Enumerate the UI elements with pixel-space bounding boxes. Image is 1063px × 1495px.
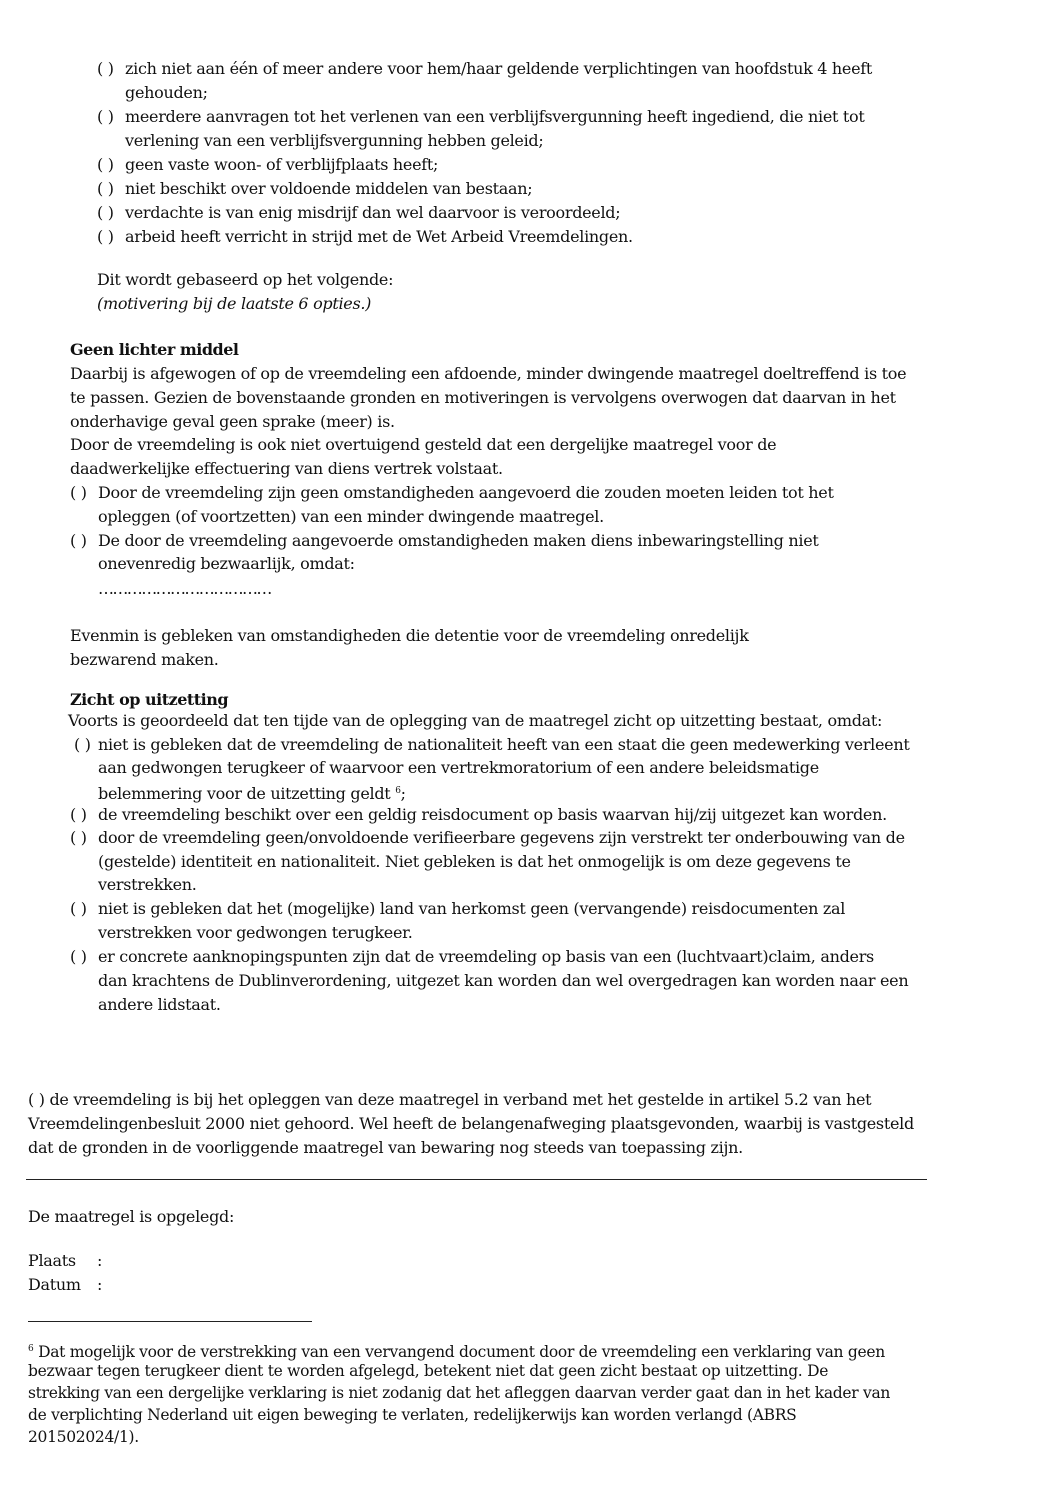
option-text: de vreemdeling beschikt over een geldig reisdocument op basis waarvan hij/zij uitgezet kan worden. bbox=[98, 805, 887, 824]
option-text: arbeid heeft verricht in strijd met de Wet Arbeid Vreemdelingen. bbox=[125, 227, 633, 246]
fill-in-dots[interactable]: ……………………………… bbox=[98, 579, 271, 598]
checkbox-option[interactable]: ( ) bbox=[97, 179, 114, 198]
option-text: opleggen (of voortzetten) van een minder dwingende maatregel. bbox=[98, 507, 604, 526]
option-text: aan gedwongen terugkeer of waarvoor een vertrekmoratorium of een andere beleidsmatige bbox=[98, 758, 819, 777]
option-text: verstrekken voor gedwongen terugkeer. bbox=[98, 923, 413, 942]
checkbox-option[interactable]: ( ) bbox=[70, 483, 87, 502]
option-text: verlening van een verblijfsvergunning hebben geleid; bbox=[125, 131, 544, 150]
checkbox-option[interactable]: ( ) bbox=[74, 735, 91, 754]
checkbox-option[interactable]: ( ) bbox=[97, 203, 114, 222]
option-text: gehouden; bbox=[125, 83, 208, 102]
checkbox-option[interactable]: ( ) bbox=[70, 805, 87, 824]
option-text: belemmering voor de uitzetting geldt $^6$; bbox=[98, 784, 406, 803]
checkbox-option[interactable]: ( ) bbox=[70, 531, 87, 550]
footnote-separator bbox=[28, 1321, 312, 1322]
paragraph-line: bezwarend maken. bbox=[70, 650, 219, 669]
footnote-line: 201502024/1). bbox=[28, 1428, 139, 1446]
option-text: door de vreemdeling geen/onvoldoende verifieerbare gegevens zijn verstrekt ter onderbouwing van de bbox=[98, 828, 905, 847]
place-field[interactable]: : bbox=[97, 1251, 103, 1270]
paragraph-line: Daarbij is afgewogen of op de vreemdeling een afdoende, minder dwingende maatregel doeltreffend is toe bbox=[70, 364, 907, 383]
option-text: dan krachtens de Dublinverordening, uitgezet kan worden dan wel overgedragen kan worden naar een bbox=[98, 971, 909, 990]
option-text: verdachte is van enig misdrijf dan wel daarvoor is veroordeeld; bbox=[125, 203, 621, 222]
hearing-line: dat de gronden in de voorliggende maatregel van bewaring nog steeds van toepassing zijn. bbox=[28, 1138, 743, 1157]
footnote-line: bezwaar tegen terugkeer dient te worden afgelegd, betekent niet dat geen zicht bestaat op uitzetting. De bbox=[28, 1362, 829, 1380]
checkbox-option[interactable]: ( ) bbox=[70, 899, 87, 918]
option-text: niet is gebleken dat de vreemdeling de nationaliteit heeft van een staat die geen medewerking verleent bbox=[98, 735, 910, 754]
section-heading: Geen lichter middel bbox=[70, 340, 239, 359]
option-text: niet beschikt over voldoende middelen van bestaan; bbox=[125, 179, 533, 198]
checkbox-option[interactable]: ( ) bbox=[70, 947, 87, 966]
section-divider bbox=[26, 1179, 927, 1180]
date-field[interactable]: : bbox=[97, 1275, 103, 1294]
paragraph-line: daadwerkelijke effectuering van diens vertrek volstaat. bbox=[70, 459, 503, 478]
checkbox-option[interactable]: ( ) bbox=[97, 59, 114, 78]
basis-text: Dit wordt gebaseerd op het volgende: bbox=[97, 270, 394, 289]
paragraph-line: onderhavige geval geen sprake (meer) is. bbox=[70, 412, 395, 431]
option-text: De door de vreemdeling aangevoerde omstandigheden maken diens inbewaringstelling niet bbox=[98, 531, 819, 550]
paragraph-line: Door de vreemdeling is ook niet overtuigend gesteld dat een dergelijke maatregel voor de bbox=[70, 435, 777, 454]
section-heading: Zicht op uitzetting bbox=[70, 690, 229, 709]
option-text: onevenredig bezwaarlijk, omdat: bbox=[98, 554, 355, 573]
footnote-ref: 6 bbox=[395, 786, 401, 796]
checkbox-option[interactable]: ( ) bbox=[70, 828, 87, 847]
footnote-line: de verplichting Nederland uit eigen beweging te verlaten, redelijkerwijs kan worden verlangd (ABRS bbox=[28, 1406, 797, 1424]
checkbox-option[interactable]: ( ) bbox=[97, 107, 114, 126]
option-text: zich niet aan één of meer andere voor hem/haar geldende verplichtingen van hoofdstuk 4 heeft bbox=[125, 59, 873, 78]
hearing-line: Vreemdelingenbesluit 2000 niet gehoord. Wel heeft de belangenafweging plaatsgevonden, waarbij is vastgesteld bbox=[28, 1114, 914, 1133]
hearing-line: ( ) de vreemdeling is bij het opleggen van deze maatregel in verband met het gestelde in artikel 5.2 van het bbox=[28, 1090, 872, 1109]
paragraph-line: te passen. Gezien de bovenstaande gronden en motiveringen is vervolgens overwogen dat daarvan in het bbox=[70, 388, 896, 407]
footnote-line: $^6$ Dat mogelijk voor de verstrekking van een vervangend document door de vreemdeling een verklaring van geen bbox=[28, 1343, 885, 1361]
option-text: er concrete aanknopingspunten zijn dat de vreemdeling op basis van een (luchtvaart)claim, anders bbox=[98, 947, 874, 966]
checkbox-option[interactable]: ( ) bbox=[97, 155, 114, 174]
motivation-text: (motivering bij de laatste 6 opties.) bbox=[97, 294, 372, 313]
section-intro: Voorts is geoordeeld dat ten tijde van de oplegging van de maatregel zicht op uitzetting bestaat, omdat: bbox=[68, 711, 883, 730]
option-text: meerdere aanvragen tot het verlenen van een verblijfsvergunning heeft ingediend, die niet tot bbox=[125, 107, 865, 126]
footnote-line: strekking van een dergelijke verklaring is niet zodanig dat het afleggen daarvan verder gaat dan in het kader van bbox=[28, 1384, 891, 1402]
option-text: (gestelde) identiteit en nationaliteit. Niet gebleken is dat het onmogelijk is om deze gegevens te bbox=[98, 852, 851, 871]
footnote-number: 6 bbox=[28, 1344, 34, 1354]
option-text: geen vaste woon- of verblijfplaats heeft; bbox=[125, 155, 439, 174]
checkbox-option[interactable]: ( ) bbox=[97, 227, 114, 246]
paragraph-line: Evenmin is gebleken van omstandigheden die detentie voor de vreemdeling onredelijk bbox=[70, 626, 749, 645]
imposed-title: De maatregel is opgelegd: bbox=[28, 1207, 235, 1226]
option-text: verstrekken. bbox=[98, 875, 197, 894]
option-text: Door de vreemdeling zijn geen omstandigheden aangevoerd die zouden moeten leiden tot het bbox=[98, 483, 834, 502]
date-label: Datum bbox=[28, 1275, 81, 1294]
option-text: andere lidstaat. bbox=[98, 995, 221, 1014]
place-label: Plaats bbox=[28, 1251, 76, 1270]
option-text: niet is gebleken dat het (mogelijke) land van herkomst geen (vervangende) reisdocumenten zal bbox=[98, 899, 846, 918]
